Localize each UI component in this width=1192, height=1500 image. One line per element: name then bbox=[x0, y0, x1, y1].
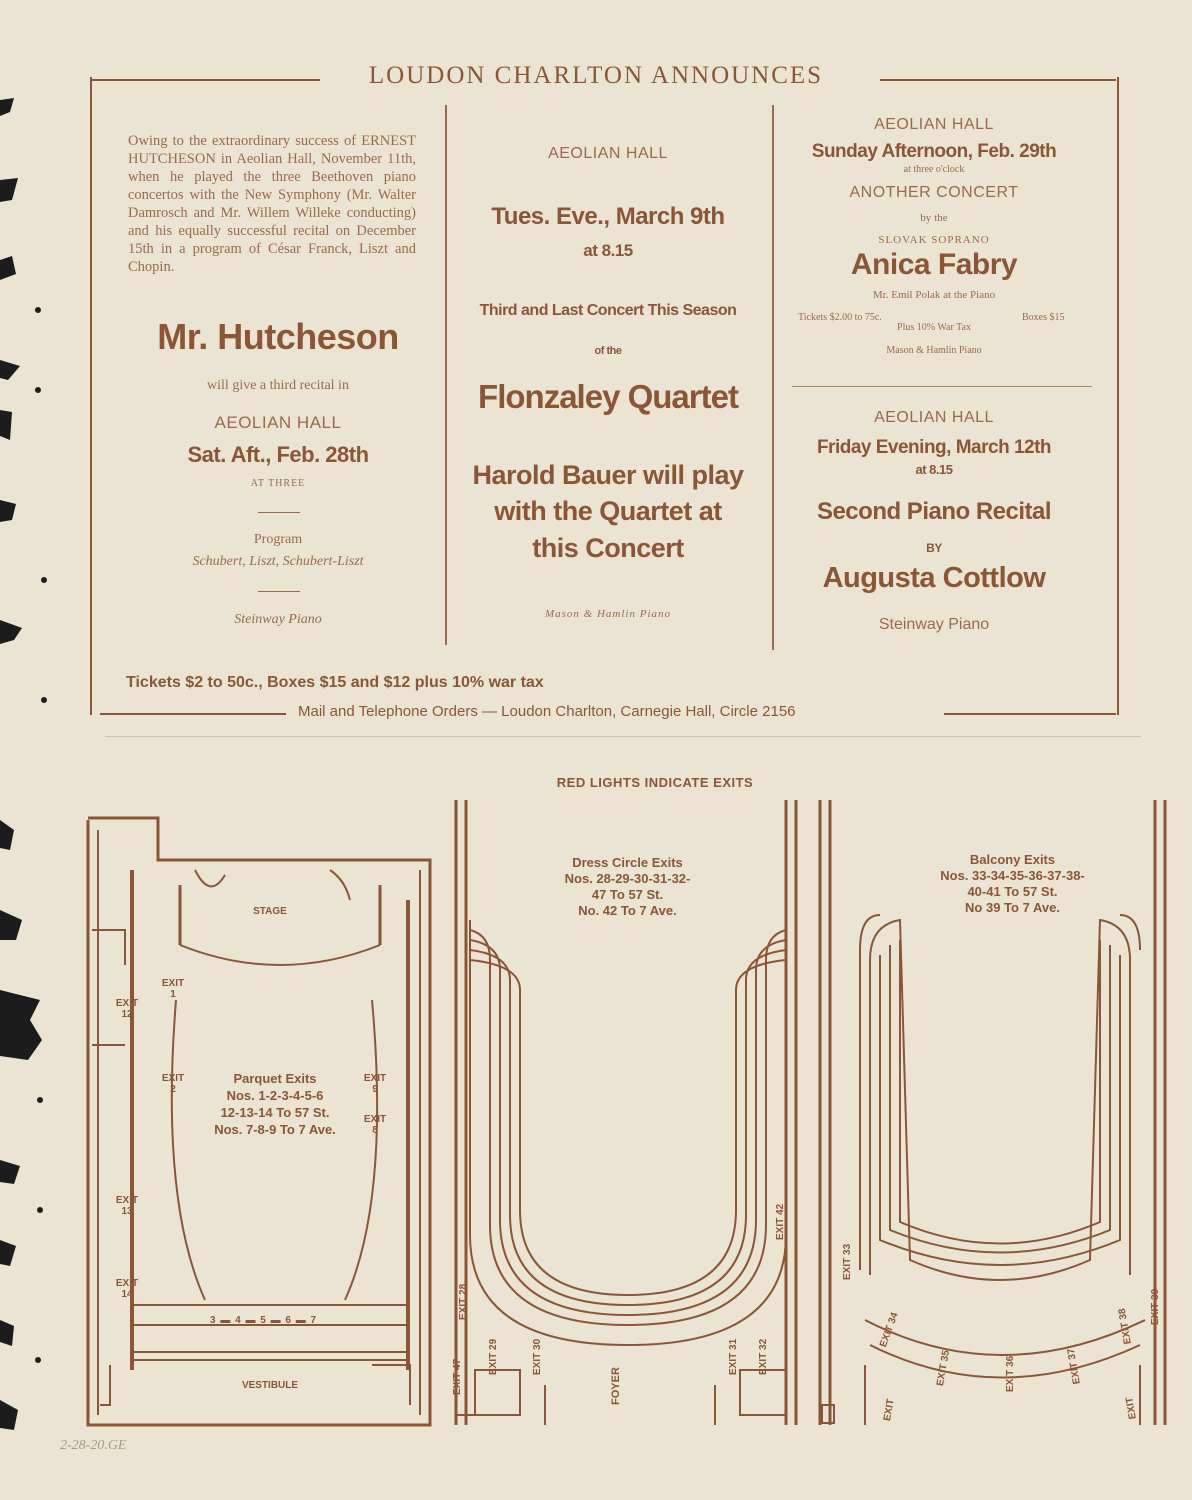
fabry-name: Anica Fabry bbox=[850, 248, 1018, 281]
exit-39-label: EXIT 39 bbox=[1150, 1288, 1161, 1325]
stage-label: STAGE bbox=[253, 906, 287, 917]
dress-line2: 47 To 57 St. bbox=[591, 887, 664, 902]
hutcheson-paragraph: Owing to the extraordinary success of ERNEST HUTCHESON in Aeolian Hall, November 11th, when he played the three Beethoven piano concertos with the New Symphony (Mr. Walter Damrosch and Mr. Willem Willeke conducting) and his equally successful recital on December 15th in a program of César Franck, Liszt and Chopin. bbox=[128, 133, 416, 275]
fabry-piano: Mason & Hamlin Piano bbox=[886, 345, 982, 356]
orders-line: Mail and Telephone Orders — Loudon Charlton, Carnegie Hall, Circle 2156 bbox=[298, 703, 796, 720]
exit-38-label: EXIT 38 bbox=[1116, 1307, 1134, 1345]
hutcheson-hall: AEOLIAN HALL bbox=[214, 413, 342, 432]
fabry-hall: AEOLIAN HALL bbox=[874, 116, 994, 133]
exit-32-label: EXIT 32 bbox=[758, 1338, 769, 1375]
flonzaley-line1: Third and Last Concert This Season bbox=[479, 302, 737, 319]
cottlow-title: Second Piano Recital bbox=[816, 498, 1052, 525]
cottlow-name: Augusta Cottlow bbox=[822, 562, 1046, 594]
parquet-exits-legend bbox=[160, 1070, 390, 1138]
balcony-title: Balcony Exits bbox=[969, 852, 1056, 867]
exit-41-label: EXIT bbox=[1124, 1396, 1139, 1420]
cottlow-piano: Steinway Piano bbox=[878, 616, 990, 633]
exit-2-label: EXIT 2 bbox=[161, 1073, 185, 1095]
balcony-line2: 40-41 To 57 St. bbox=[967, 884, 1058, 899]
exit-35-label: EXIT 35 bbox=[935, 1349, 953, 1387]
hutcheson-time: AT THREE bbox=[250, 478, 306, 489]
exit-33-label: EXIT 33 bbox=[842, 1243, 853, 1280]
cottlow-time: at 8.15 bbox=[915, 462, 953, 477]
hutcheson-date: Sat. Aft., Feb. 28th bbox=[187, 442, 369, 467]
flonzaley-note1: Harold Bauer will play bbox=[472, 460, 744, 490]
balcony-exits-legend bbox=[895, 852, 1130, 916]
vestibule-label: VESTIBULE bbox=[241, 1380, 299, 1391]
exit-28-label: EXIT 28 bbox=[458, 1283, 469, 1320]
hutcheson-program: Schubert, Liszt, Schubert-Liszt bbox=[192, 554, 364, 569]
fabry-date: Sunday Afternoon, Feb. 29th bbox=[811, 141, 1057, 162]
exit-9-label: EXIT 9 bbox=[363, 1073, 387, 1095]
fabry-accompanist: Mr. Emil Polak at the Piano bbox=[872, 289, 996, 301]
flonzaley-name: Flonzaley Quartet bbox=[478, 378, 738, 415]
hutcheson-program-label: Program bbox=[253, 532, 303, 547]
flonzaley-time: at 8.15 bbox=[583, 241, 633, 260]
exit-12-label: EXIT 12 bbox=[115, 998, 139, 1020]
exit-31-label: EXIT 31 bbox=[728, 1338, 739, 1375]
flonzaley-hall: AEOLIAN HALL bbox=[548, 145, 668, 162]
dress-line1: Nos. 28-29-30-31-32- bbox=[564, 871, 691, 886]
flonzaley-note3: this Concert bbox=[532, 533, 684, 563]
parquet-line3: Nos. 7-8-9 To 7 Ave. bbox=[214, 1122, 336, 1137]
fabry-role: SLOVAK SOPRANO bbox=[878, 234, 990, 246]
parquet-title: Parquet Exits bbox=[233, 1071, 317, 1086]
foyer-label: FOYER bbox=[610, 1367, 622, 1405]
balcony-line1: Nos. 33-34-35-36-37-38- bbox=[940, 868, 1085, 883]
exit-47-label: EXIT 47 bbox=[452, 1358, 463, 1395]
exit-13-label: EXIT 13 bbox=[115, 1195, 139, 1217]
flonzaley-line2: of the bbox=[594, 345, 622, 357]
parquet-line2: 12-13-14 To 57 St. bbox=[220, 1105, 330, 1120]
exit-42-label: EXIT 42 bbox=[775, 1203, 786, 1240]
parquet-line1: Nos. 1-2-3-4-5-6 bbox=[226, 1088, 324, 1103]
flonzaley-piano: Mason & Hamlin Piano bbox=[544, 608, 672, 620]
handwritten-note: 2-28-20.GE bbox=[60, 1438, 127, 1453]
exit-8-label: EXIT 8 bbox=[363, 1114, 387, 1136]
exit-29-label: EXIT 29 bbox=[488, 1338, 499, 1375]
exit-37-label: EXIT 37 bbox=[1065, 1347, 1083, 1385]
hutcheson-line: will give a third recital in bbox=[207, 378, 349, 393]
dress-line3: No. 42 To 7 Ave. bbox=[578, 903, 677, 918]
exits-3-7-labels: 3 ▬ 4 ▬ 5 ▬ 6 ▬ 7 bbox=[210, 1315, 318, 1326]
dress-circle-exits-legend bbox=[520, 855, 735, 919]
exit-1-label: EXIT 1 bbox=[161, 978, 185, 1000]
balcony-line3: No 39 To 7 Ave. bbox=[965, 900, 1060, 915]
fabry-by: by the bbox=[920, 212, 948, 224]
fabry-boxes: Boxes $15 bbox=[1022, 312, 1065, 323]
hutcheson-name: Mr. Hutcheson bbox=[157, 316, 399, 357]
exit-30-label: EXIT 30 bbox=[532, 1338, 543, 1375]
cottlow-by: BY bbox=[926, 541, 942, 555]
cottlow-date: Friday Evening, March 12th bbox=[816, 437, 1052, 458]
exit-40-label: EXIT bbox=[882, 1398, 897, 1422]
announcement-title: LOUDON CHARLTON ANNOUNCES bbox=[368, 62, 824, 89]
fabry-tax: Plus 10% War Tax bbox=[897, 322, 971, 333]
flonzaley-note2: with the Quartet at bbox=[494, 496, 722, 526]
exit-14-label: EXIT 14 bbox=[115, 1278, 139, 1300]
exit-36-label: EXIT 36 bbox=[1005, 1355, 1016, 1392]
dress-title: Dress Circle Exits bbox=[572, 855, 683, 870]
fabry-time: at three o'clock bbox=[903, 164, 965, 175]
fabry-tickets: Tickets $2.00 to 75c. bbox=[798, 312, 882, 323]
cottlow-hall: AEOLIAN HALL bbox=[874, 409, 994, 426]
hutcheson-piano: Steinway Piano bbox=[234, 612, 322, 627]
flonzaley-date: Tues. Eve., March 9th bbox=[491, 203, 725, 230]
plan-caption: RED LIGHTS INDICATE EXITS bbox=[556, 775, 754, 790]
fabry-another: ANOTHER CONCERT bbox=[849, 184, 1019, 201]
exit-34-label: EXIT 34 bbox=[878, 1311, 901, 1349]
tickets-line: Tickets $2 to 50c., Boxes $15 and $12 plus 10% war tax bbox=[126, 674, 544, 691]
